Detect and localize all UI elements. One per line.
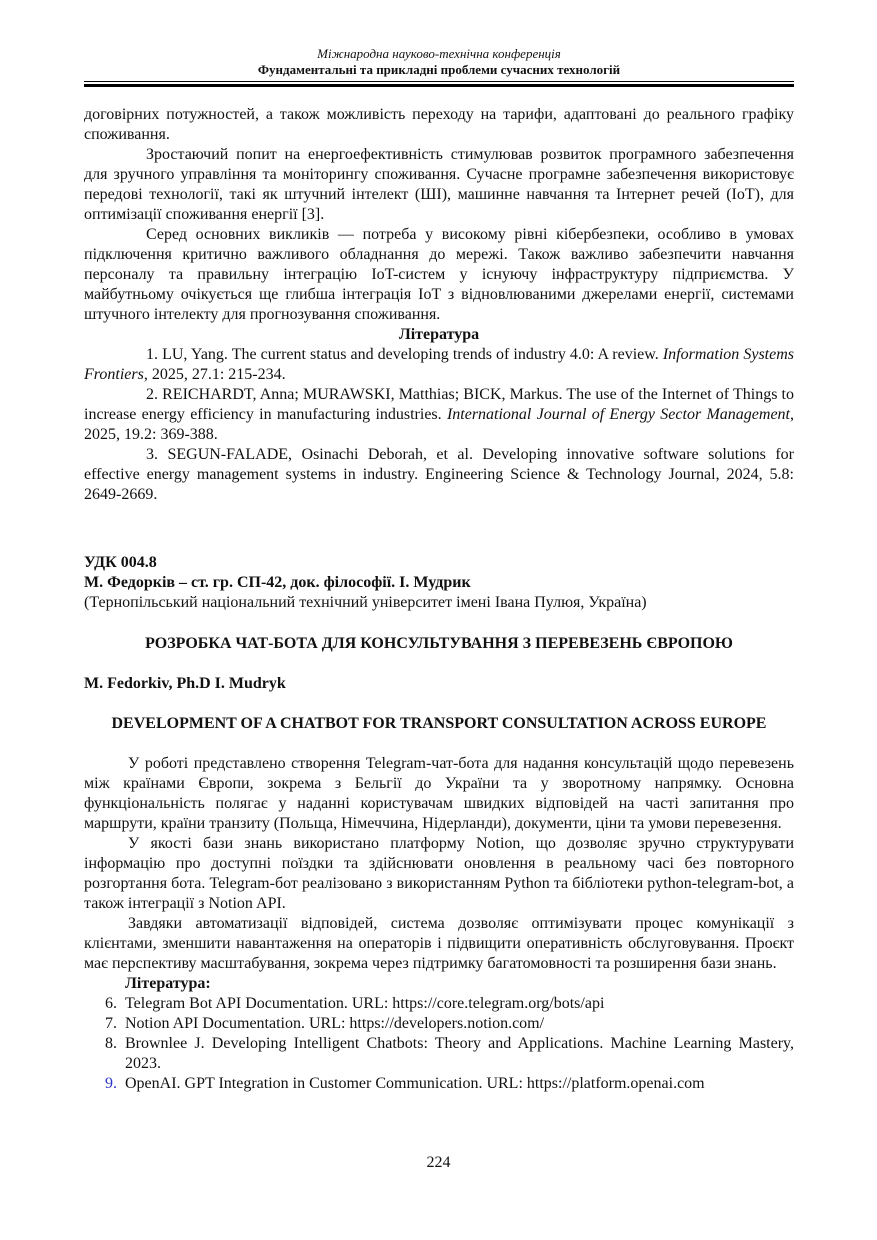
- conference-name: Міжнародна науково-технічна конференція: [317, 46, 561, 61]
- reference-item: 6. Telegram Bot API Documentation. URL: https://core.telegram.org/bots/api: [105, 995, 605, 1012]
- literature-heading: Література: [398, 326, 480, 343]
- body-paragraph: Серед основних викликів — потреба у високому рівні кібербезпеки, особливо в умовах підключення критично важливого обладнання до мережі. Також важливо забезпечити навчання персоналу та правильну інтеграцію IoT-систем у існуючу інфраструктуру підприємства. У майбутньому очікується ще глибша інтеграція IoT з відновлюваними джерелами енергії, системами штучного інтелекту для прогнозування споживання.: [84, 226, 794, 323]
- header-rule-thin: [84, 81, 794, 82]
- body-paragraph: У якості бази знань використано платформу Notion, що дозволяє зручно структурувати інформацію про доступні поїздки та здійснювати оновлення в реальному часі без повторного розгортання бота. Telegram-бот реалізовано з використанням Python та бібліотеки python-telegram-bot, а також інтеграції з Notion API.: [84, 835, 794, 912]
- authors-en: M. Fedorkiv, Ph.D I. Mudryk: [84, 675, 286, 692]
- conference-title: Фундаментальні та прикладні проблеми сучасних технологій: [257, 62, 621, 77]
- body-paragraph: договірних потужностей, а також можливість переходу на тарифи, адаптовані до реального графіку споживання.: [84, 106, 794, 143]
- page-number: 224: [426, 1154, 451, 1171]
- previous-article-tail: [84, 105, 794, 505]
- header-rule-thick: [84, 84, 794, 87]
- reference-list: [84, 994, 794, 1094]
- body-paragraph: Завдяки автоматизації відповідей, система дозволяє оптимізувати процес комунікації з клієнтами, зменшити навантаження на операторів і підвищити оперативність обслуговування. Проєкт має перспективу масштабування, зокрема через підтримку багатомовності та розширення бази знань.: [84, 915, 794, 972]
- reference-item: 3. SEGUN-FALADE, Osinachi Deborah, et al. Developing innovative software solutions for effective energy management systems in industry. Engineering Science & Technology Journal, 2024, 5.8: 2649-2669.: [84, 446, 794, 503]
- udk-code: УДК 004.8: [84, 554, 157, 571]
- page: [84, 0, 794, 1094]
- literature-heading: Література:: [125, 975, 211, 992]
- reference-item: 7. Notion API Documentation. URL: https://developers.notion.com/: [105, 1015, 545, 1032]
- authors-uk: М. Федорків – ст. гр. СП-42, док. філософії. І. Мудрик: [84, 574, 471, 591]
- reference-list: [84, 345, 794, 505]
- affiliation: (Тернопільський національний технічний університет імені Івана Пулюя, Україна): [84, 594, 647, 611]
- article-title-en: DEVELOPMENT OF A CHATBOT FOR TRANSPORT CONSULTATION ACROSS EUROPE: [111, 715, 767, 732]
- article-title-uk: РОЗРОБКА ЧАТ-БОТА ДЛЯ КОНСУЛЬТУВАННЯ З ПЕРЕВЕЗЕНЬ ЄВРОПОЮ: [145, 635, 733, 652]
- reference-item: 2. REICHARDT, Anna; MURAWSKI, Matthias; BICK, Markus. The use of the Internet of Things to increase energy efficiency in manufacturing industries. International Journal of Energy Sector Management, 2025, 19.2: 369-388.: [84, 386, 794, 443]
- body-paragraph: У роботі представлено створення Telegram-чат-бота для надання консультацій щодо перевезень між країнами Європи, зокрема з Бельгії до України та у зворотному напрямку. Основна функціональність полягає у наданні користувачам швидких відповідей на часті запитання про маршрути, країни транзиту (Польща, Німеччина, Нідерланди), документи, ціни та умови перевезення.: [84, 755, 794, 832]
- reference-item: 9. OpenAI. GPT Integration in Customer Communication. URL: https://platform.openai.com: [105, 1075, 705, 1092]
- running-header: [84, 46, 794, 87]
- reference-item: 1. LU, Yang. The current status and developing trends of industry 4.0: A review. Information Systems Frontiers, 2025, 27.1: 215-234.: [84, 346, 794, 383]
- abstract: [84, 754, 794, 974]
- article: [84, 553, 794, 1094]
- body-paragraph: Зростаючий попит на енергоефективність стимулював розвиток програмного забезпечення для зручного управління та моніторингу споживання. Сучасне програмне забезпечення використовує передові технології, такі як штучний інтелект (ШІ), машинне навчання та Інтернет речей (IoT), для оптимізації споживання енергії [3].: [84, 146, 794, 223]
- reference-item: 8. Brownlee J. Developing Intelligent Chatbots: Theory and Applications. Machine Learning Mastery, 2023.: [105, 1035, 794, 1072]
